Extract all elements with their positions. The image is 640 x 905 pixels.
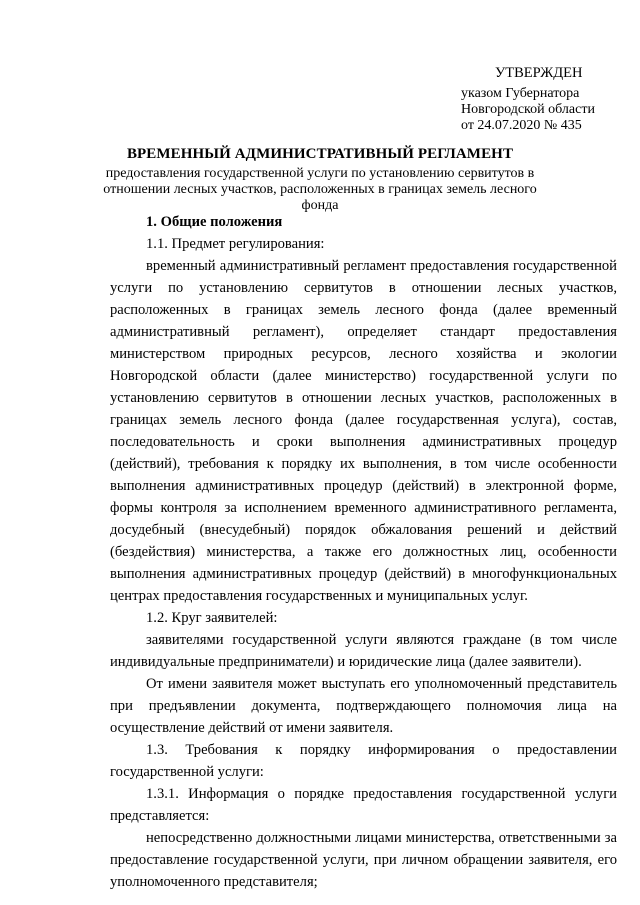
approval-heading: УТВЕРЖДЕН (495, 65, 583, 81)
document-body (110, 211, 617, 893)
paragraph-1-2-text: заявителями государственной услуги являются граждане (в том числе индивидуальные предприниматели) и юридические лица (далее заявители). (110, 632, 617, 670)
paragraph-1-2-text-2: От имени заявителя может выступать его уполномоченный представитель при предъявлении документа, подтверждающего полномочия лица на осуществление действий от имени заявителя. (110, 676, 617, 736)
paragraph-1-1: 1.1. Предмет регулирования: (146, 236, 325, 252)
approval-stamp (461, 64, 631, 134)
paragraph-1-3-1-text: непосредственно должностными лицами министерства, ответственными за предоставление государственной услуги, при личном обращении заявителя, его уполномоченного представителя; (110, 830, 617, 890)
approval-line-2: Новгородской области (461, 102, 595, 117)
document-title: ВРЕМЕННЫЙ АДМИНИСТРАТИВНЫЙ РЕГЛАМЕНТ (126, 146, 514, 162)
approval-line-1: указом Губернатора (461, 86, 580, 101)
paragraph-1-3: 1.3. Требования к порядку информирования о предоставлении государственной услуги: (110, 742, 617, 780)
section-heading: 1. Общие положения (146, 214, 283, 230)
paragraph-1-1-text: временный административный регламент предоставления государственной услуги по установлению сервитутов в отношении лесных участков, расположенных в границах земель лесного фонда (далее временный административный регламент), определяет стандарт предоставления министерством природных ресурсов, лесного хозяйства и экологии Новгородской области (далее министерство) государственной услуги по установлению сервитутов в отношении лесных участков, расположенных в границах земель лесного фонда (далее государственная услуга), состав, последовательность и сроки выполнения административных процедур (действий), требования к порядку их выполнения, в том числе особенности выполнения административных процедур (действий) в электронной форме, формы контроля за исполнением временного административного регламента, досудебный (внесудебный) порядок обжалования решений и действий (бездействия) министерства, а также его должностных лиц, особенности выполнения административных процедур (действий) в многофункциональных центрах предоставления государственных и муниципальных услуг. (110, 258, 617, 604)
paragraph-1-2: 1.2. Круг заявителей: (146, 610, 278, 626)
paragraph-1-3-1: 1.3.1. Информация о порядке предоставления государственной услуги представляется: (110, 786, 617, 824)
document-subtitle: предоставления государственной услуги по установлению сервитутов в отношении лесных участков, расположенных в границах земель лесного фонда (103, 166, 537, 213)
approval-line-3: от 24.07.2020 № 435 (461, 118, 582, 133)
